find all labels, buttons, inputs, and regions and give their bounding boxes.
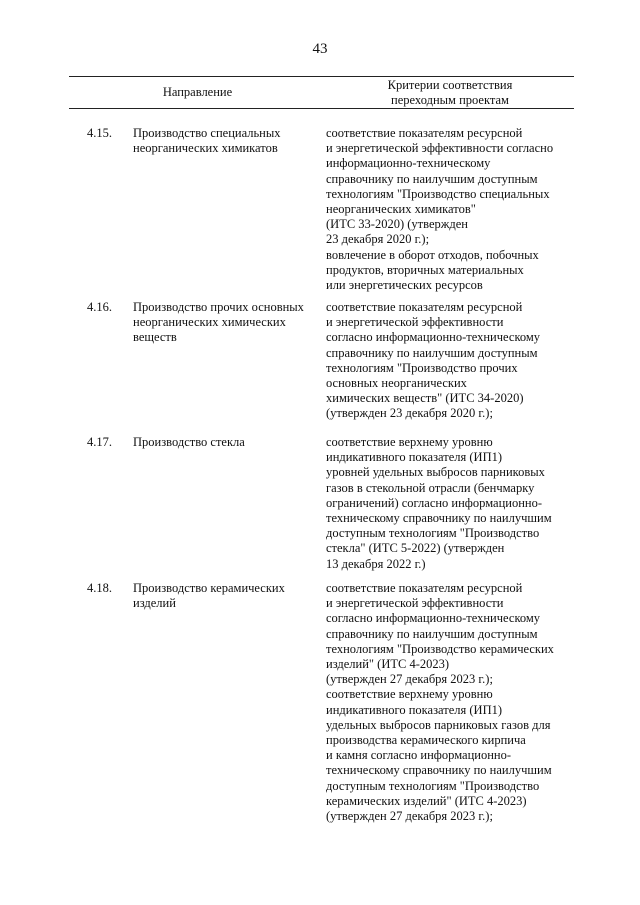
entry-criteria-line: и энергетической эффективности xyxy=(326,315,504,330)
entry-criteria-line: согласно информационно-техническому xyxy=(326,330,541,345)
entry-criteria-line: информационно-техническому xyxy=(326,156,491,171)
entry-criteria-line: производства керамического кирпича xyxy=(326,733,526,747)
header-bottom-rule xyxy=(69,108,574,109)
entry-criteria-line: справочнику по наилучшим доступным xyxy=(326,171,538,186)
entry-criteria-line: доступным технологиям "Производство xyxy=(326,778,540,793)
entry-number: 4.17. xyxy=(87,435,112,449)
entry-criteria-line: вовлечение в оборот отходов, побочных xyxy=(326,247,539,262)
entry-criteria-line: (ИТС 33-2020) (утвержден xyxy=(326,217,468,232)
entry-criteria-line: ограничений) согласно информационно- xyxy=(326,495,543,510)
entry-direction-line: Производство прочих основных xyxy=(133,300,304,314)
entry-direction-line: Производство стекла xyxy=(133,435,245,449)
entry-criteria-line: соответствие верхнему уровню xyxy=(326,435,493,449)
entry-criteria-line: 13 декабря 2022 г.) xyxy=(326,556,426,571)
entry-criteria-line: соответствие показателям ресурсной xyxy=(326,126,523,140)
entry-criteria-line: 23 декабря 2020 г.); xyxy=(326,232,430,247)
entry-criteria-line: технологиям "Производство прочих xyxy=(326,360,518,375)
entry-direction-line: Производство керамических xyxy=(133,581,285,595)
page-number: 43 xyxy=(312,41,328,57)
entry-number: 4.15. xyxy=(87,126,112,140)
entry-criteria-line: (утвержден 27 декабря 2023 г.); xyxy=(326,809,493,823)
entry-criteria-line: индикативного показателя (ИП1) xyxy=(326,702,503,717)
entry-criteria-line: соответствие показателям ресурсной xyxy=(326,581,523,595)
entry-criteria-line: химических веществ" (ИТС 34-2020) xyxy=(326,391,524,406)
entry-criteria-line: уровней удельных выбросов парниковых xyxy=(326,465,545,480)
entry-criteria-line: керамических изделий" (ИТС 4-2023) xyxy=(326,793,527,808)
entry-criteria-line: основных неорганических xyxy=(326,376,467,390)
entry-criteria-line: соответствие показателям ресурсной xyxy=(326,300,523,314)
entry-criteria-line: или энергетических ресурсов xyxy=(326,278,483,292)
entry-criteria-line: справочнику по наилучшим доступным xyxy=(326,345,538,360)
entry-criteria-line: согласно информационно-техническому xyxy=(326,611,541,626)
entry-criteria-line: техническому справочнику по наилучшим xyxy=(326,511,552,525)
entry-criteria-line: (утвержден 23 декабря 2020 г.); xyxy=(326,406,493,421)
entry-criteria-line: газов в стекольной отрасли (бенчмарку xyxy=(326,480,535,495)
header-top-rule xyxy=(69,76,574,77)
entry-criteria-line: неорганических химикатов" xyxy=(326,202,476,216)
entry-criteria-line: продуктов, вторичных материальных xyxy=(326,262,524,277)
entry-criteria-line: и энергетической эффективности xyxy=(326,596,504,611)
entry-criteria-line: техническому справочнику по наилучшим xyxy=(326,763,552,778)
entry-direction-line: неорганических химикатов xyxy=(133,141,278,156)
entry-criteria-line: (утвержден 27 декабря 2023 г.); xyxy=(326,672,493,687)
entry-criteria-line: технологиям "Производство специальных xyxy=(326,186,550,201)
entry-number: 4.18. xyxy=(87,581,112,595)
entry-criteria-line: изделий" (ИТС 4-2023) xyxy=(326,657,450,671)
entry-criteria-line: и энергетической эффективности согласно xyxy=(326,141,554,156)
entry-criteria-line: доступным технологиям "Производство xyxy=(326,526,540,541)
entry-criteria-line: технологиям "Производство керамических xyxy=(326,641,554,656)
entry-direction-line: Производство специальных xyxy=(133,126,281,140)
entry-criteria-line: индикативного показателя (ИП1) xyxy=(326,450,503,465)
entry-number: 4.16. xyxy=(87,300,112,314)
entry-criteria-line: и камня согласно информационно- xyxy=(326,748,511,763)
entry-criteria-line: справочнику по наилучшим доступным xyxy=(326,626,538,641)
entry-direction-line: изделий xyxy=(133,596,176,611)
entry-criteria-line: удельных выбросов парниковых газов для xyxy=(326,717,551,732)
column-header-criteria-line: переходным проектам xyxy=(391,93,509,107)
column-header-criteria xyxy=(326,78,574,108)
entry-criteria-line: стекла" (ИТС 5-2022) (утвержден xyxy=(326,541,505,556)
column-header-criteria-line: Критерии соответствия xyxy=(387,78,513,92)
entry-direction-line: неорганических химических xyxy=(133,315,286,330)
entry-criteria-line: соответствие верхнему уровню xyxy=(326,687,493,702)
entry-direction-line: веществ xyxy=(133,330,177,345)
column-header-direction: Направление xyxy=(162,85,233,99)
